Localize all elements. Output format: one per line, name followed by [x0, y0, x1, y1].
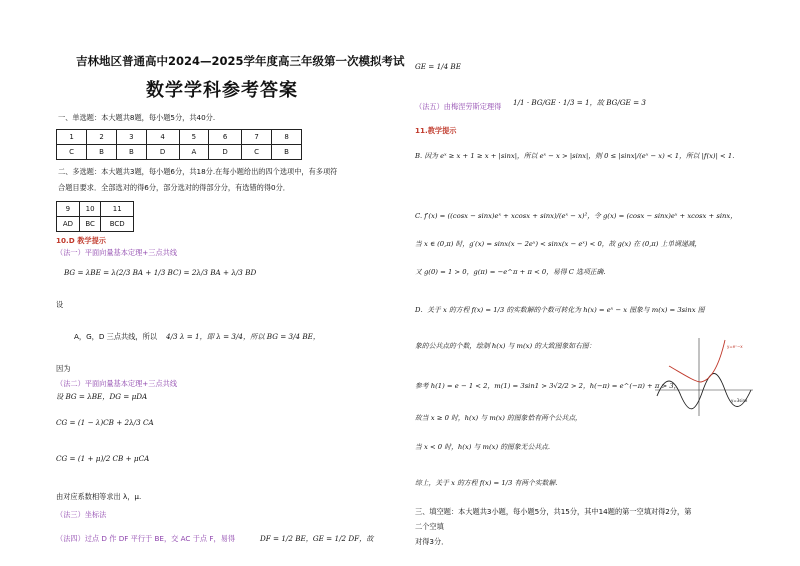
exam-title: 吉林地区普通高中2024—2025学年度高三年级第一次模拟考试	[76, 54, 405, 68]
multi-choice-answer-table	[56, 201, 134, 232]
method-4-equation: DF = 1/2 BE，GE = 1/2 DF，故	[260, 534, 374, 543]
answer-page-right	[405, 40, 753, 560]
option-d-reference-values: 参考 h(1) = e − 1 < 2，m(1) = 3sin1 > 3√2/2 > 2，h(−π) = e^(−π) + π > 3，	[415, 382, 681, 390]
method-2-label: （法二）平面向量基本定理+三点共线	[56, 379, 178, 388]
section-fill-in-line1: 三、填空题：本大题共3小题，每小题5分，共15分，其中14题的第一空填对得2分，第	[415, 507, 692, 516]
question-number-cell: 4	[146, 130, 179, 145]
question-number-cell: 9	[57, 202, 80, 217]
lambda-result: 4/3 λ = 1，即 λ = 3/4，所以 BG = 3/4 BE，	[166, 332, 321, 341]
option-c-monotonic: 当 x ∈ (0,π) 时，g′(x) = sinx(x − 2eˣ) < sinx(x − eˣ) < 0，故 g(x) 在 (0,π) 上单调递减，	[415, 240, 702, 248]
section-multi-choice-line1: 二、多选题：本大题共3题，每小题6分，共18分.在每小题给出的四个选项中，有多项符	[58, 167, 338, 176]
ge-be-relation: GE = 1/4 BE	[415, 62, 461, 71]
hint-q11: 11.教学提示	[415, 126, 457, 135]
graph-label-h: y=eˣ−x	[727, 344, 743, 349]
collinear-statement: A，G，D 三点共线，所以	[74, 332, 157, 341]
function-graph-figure	[655, 336, 753, 416]
method-5-label: （法五）由梅涅劳斯定理得	[415, 102, 502, 111]
question-number-cell: 5	[179, 130, 209, 145]
answer-cell: BCD	[101, 217, 134, 232]
graph-label-m: y=3sinx	[731, 398, 748, 403]
option-d-graph-note: 象的公共点的个数，绘制 h(x) 与 m(x) 的大致图象如右图：	[415, 342, 596, 350]
answer-cell: C	[57, 145, 87, 160]
because-label: 因为	[56, 364, 71, 373]
method-2-setup: 设 BG = λBE，DG = μDA	[56, 392, 148, 401]
let-label: 设	[56, 300, 64, 309]
single-choice-answer-table	[56, 129, 302, 160]
section-single-choice: 一、单选题：本大题共8题，每小题5分，共40分.	[58, 113, 216, 122]
answer-cell: D	[209, 145, 242, 160]
method-1-equation: BG = λBE = λ(2/3 BA + 1/3 BC) = 2λ/3 BA + λ/3 BD	[64, 268, 257, 277]
hint-q10: 10.D 教学提示	[56, 236, 106, 245]
section-multi-choice-line2: 合题目要求．全部选对的得6分，部分选对的得部分分，有选错的得0分．	[58, 183, 290, 192]
answer-heading: 数学学科参考答案	[146, 80, 298, 101]
sine-curve	[657, 374, 751, 409]
section-fill-in-line2: 二个空填	[415, 522, 444, 531]
option-b-solution: B. 因为 eˣ ≥ x + 1 ≥ x + |sinx|，所以 eˣ − x > |sinx|，则 0 ≤ |sinx|/(eˣ − x) < 1，所以 |f(x)| < 1.	[415, 152, 735, 160]
method-4-label: （法四）过点 D 作 DF 平行于 BE，交 AC 于点 F，易得	[56, 534, 236, 543]
answer-page-left	[48, 40, 405, 560]
menelaus-equation: 1/1 · BG/GE · 1/3 = 1，故 BG/GE = 3	[513, 98, 646, 107]
question-number-cell: 7	[241, 130, 271, 145]
option-d-summary: 综上，关于 x 的方程 f(x) = 1/3 有两个实数解.	[415, 479, 558, 487]
question-number-cell: 10	[79, 202, 101, 217]
answer-cell: A	[179, 145, 209, 160]
method-3-label: （法三）坐标法	[56, 510, 107, 519]
method-2-cg-eq2: CG = (1 + μ)/2 CB + μCA	[56, 454, 150, 463]
option-c-derivative: C. f′(x) = ((cosx − sinx)eˣ + xcosx + sinx)/(eˣ − x)²，令 g(x) = (cosx − sinx)eˣ + xcosx + sinx，	[415, 212, 738, 220]
answer-cell: B	[116, 145, 146, 160]
exp-curve	[669, 340, 725, 382]
option-d-positive-case: 故当 x ≥ 0 时，h(x) 与 m(x) 的图象恰有两个公共点，	[415, 414, 582, 422]
answer-cell: B	[272, 145, 302, 160]
section-fill-in-line3: 对得3分．	[415, 537, 449, 546]
answer-cell: AD	[57, 217, 80, 232]
question-number-cell: 8	[272, 130, 302, 145]
question-number-cell: 3	[116, 130, 146, 145]
answer-cell: B	[87, 145, 117, 160]
question-number-cell: 2	[87, 130, 117, 145]
option-d-negative-case: 当 x < 0 时，h(x) 与 m(x) 的图象无公共点.	[415, 443, 550, 451]
method-2-cg-eq1: CG = (1 − λ)CB + 2λ/3 CA	[56, 418, 154, 427]
method-1-label: （法一）平面向量基本定理+三点共线	[56, 248, 178, 257]
option-d-transform: D．关于 x 的方程 f(x) = 1/3 的实数解的个数可转化为 h(x) = eˣ − x 图象与 m(x) = 3sinx 图	[415, 306, 705, 314]
answer-cell: BC	[79, 217, 101, 232]
question-number-cell: 1	[57, 130, 87, 145]
answer-cell: C	[241, 145, 271, 160]
answer-cell: D	[146, 145, 179, 160]
question-number-cell: 11	[101, 202, 134, 217]
method-2-conclusion: 由对应系数相等求出 λ，μ.	[56, 492, 142, 501]
question-number-cell: 6	[209, 130, 242, 145]
option-c-conclusion: 又 g(0) = 1 > 0，g(π) = −e^π + π < 0，易得 C 选项正确．	[415, 268, 611, 276]
